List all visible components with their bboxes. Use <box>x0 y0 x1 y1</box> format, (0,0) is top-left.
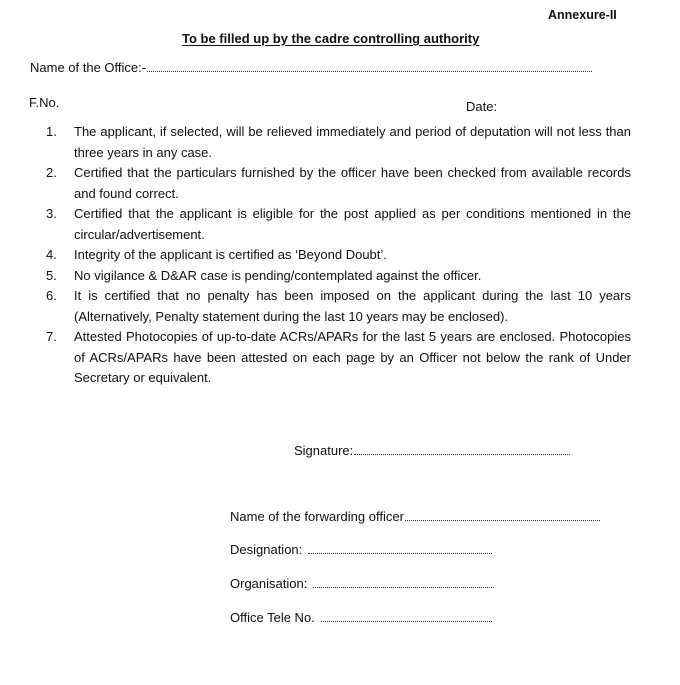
list-item <box>46 245 631 266</box>
list-item-number: 6. <box>46 288 57 303</box>
signature-label: Signature: <box>294 443 354 458</box>
list-item-text: No vigilance & D&AR case is pending/contemplated against the officer. <box>74 267 482 283</box>
form-heading: To be filled up by the cadre controlling authority <box>182 31 480 46</box>
organisation-field <box>230 576 494 591</box>
list-item-text: It is certified that no penalty has been imposed on the applicant during the last 10 years (Alternatively, Penalty statement during the last 10 years may be enclosed). <box>74 288 631 324</box>
list-item <box>46 163 631 204</box>
list-item-text: The applicant, if selected, will be relieved immediately and period of deputation will not less than three years in any case. <box>74 124 631 160</box>
list-item-number: 3. <box>46 206 57 221</box>
office-tele-field <box>230 610 492 625</box>
list-item-text: Certified that the applicant is eligible for the post applied as per conditions mentioned in the circular/advertisement. <box>74 206 631 242</box>
list-item-number: 7. <box>46 329 57 344</box>
office-name-dotted-line <box>147 60 592 72</box>
designation-dotted-line <box>308 543 492 554</box>
office-tele-label: Office Tele No. <box>230 610 315 625</box>
list-item-number: 2. <box>46 165 57 180</box>
list-item <box>46 266 631 287</box>
designation-label: Designation: <box>230 542 303 557</box>
certification-list <box>46 122 631 389</box>
list-item <box>46 204 631 245</box>
office-tele-dotted-line <box>321 611 492 622</box>
list-item <box>46 327 631 389</box>
list-item-number: 5. <box>46 267 57 283</box>
signature-dotted-line <box>354 444 570 455</box>
list-item-text: Integrity of the applicant is certified as ‘Beyond Doubt’. <box>74 247 387 262</box>
list-item-number: 1. <box>46 124 57 139</box>
file-no-label: F.No. <box>29 95 60 110</box>
list-item <box>46 122 631 163</box>
list-item-text: Certified that the particulars furnished by the officer have been checked from available records and found correct. <box>74 165 631 201</box>
date-label: Date: <box>466 99 498 114</box>
list-item <box>46 286 631 327</box>
list-item-text: Attested Photocopies of up-to-date ACRs/APARs for the last 5 years are enclosed. Photocopies of ACRs/APARs have been attested on each page by an Officer not below the rank of Under Secretary or equivalent. <box>74 329 631 385</box>
office-name-field <box>30 60 592 75</box>
organisation-dotted-line <box>313 577 494 588</box>
list-item-number: 4. <box>46 247 57 262</box>
signature-field <box>294 443 570 458</box>
forwarding-officer-field <box>230 509 600 524</box>
office-name-label: Name of the Office:- <box>30 60 147 75</box>
forwarding-officer-dotted-line <box>405 510 600 521</box>
organisation-label: Organisation: <box>230 576 308 591</box>
designation-field <box>230 542 492 557</box>
forwarding-officer-label: Name of the forwarding officer <box>230 509 404 524</box>
annexure-label: Annexure-II <box>548 8 617 22</box>
